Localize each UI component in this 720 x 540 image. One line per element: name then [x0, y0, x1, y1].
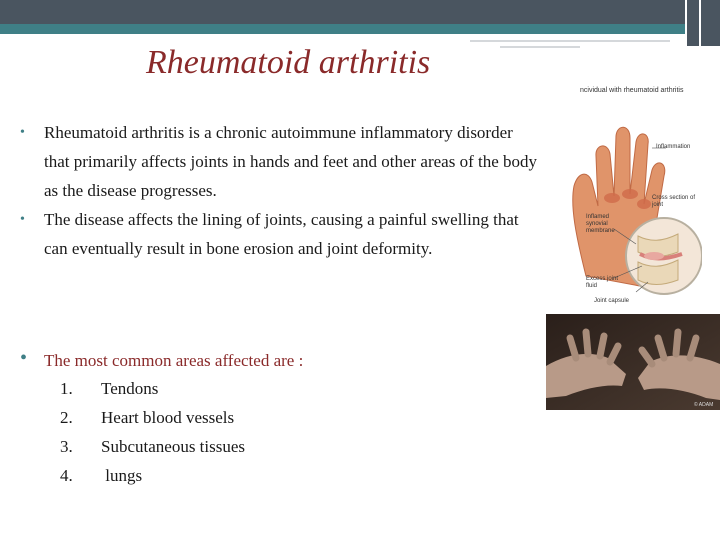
area-item — [60, 374, 245, 403]
decorative-line — [500, 46, 580, 48]
photo-credit: © ADAM — [694, 402, 714, 408]
label-cross-section: Cross section of joint — [652, 195, 696, 208]
deformed-hands-photo — [546, 314, 720, 410]
label-joint-capsule: Joint capsule — [594, 298, 630, 304]
area-label: Heart blood vessels — [101, 408, 235, 427]
bullet-icon: • — [20, 125, 25, 140]
bullet-item — [20, 118, 540, 205]
bullet-text: The disease affects the lining of joints, causing a painful swelling that can eventually result in bone erosion and joint deformity. — [44, 210, 519, 258]
bullet-list — [20, 118, 540, 263]
bullet-icon: • — [20, 212, 25, 227]
header-corner-box — [685, 0, 720, 46]
highlight-bullet-text: The most common areas affected are : — [44, 351, 304, 370]
area-number: 3. — [60, 437, 73, 456]
header-bar — [0, 0, 720, 24]
area-number: 1. — [60, 379, 73, 398]
area-label: Tendons — [101, 379, 159, 398]
header-accent-stripe — [0, 24, 720, 34]
label-synovial-membrane: Inflamed synovial membrane — [586, 214, 615, 234]
area-number: 2. — [60, 408, 73, 427]
area-number: 4. — [60, 466, 73, 485]
label-excess-fluid: Excess joint fluid — [586, 276, 619, 289]
decorative-line — [470, 40, 670, 42]
label-inflammation: Inflammation — [656, 144, 691, 150]
bullet-item — [20, 205, 540, 263]
affected-areas-list — [60, 374, 245, 490]
diagram-caption: ncividual with rheumatoid arthritis — [580, 87, 684, 94]
area-item — [60, 461, 245, 490]
area-item — [60, 403, 245, 432]
bullet-text: Rheumatoid arthritis is a chronic autoimmune inflammatory disorder that primarily affects joints in hands and feet and other areas of the body as the disease progresses. — [44, 123, 537, 200]
slide-title: Rheumatoid arthritis — [146, 44, 431, 81]
area-label: Subcutaneous tissues — [101, 437, 246, 456]
highlight-bullet — [20, 346, 564, 375]
bullet-icon: • — [20, 347, 28, 369]
area-item — [60, 432, 245, 461]
area-label: lungs — [101, 466, 143, 485]
